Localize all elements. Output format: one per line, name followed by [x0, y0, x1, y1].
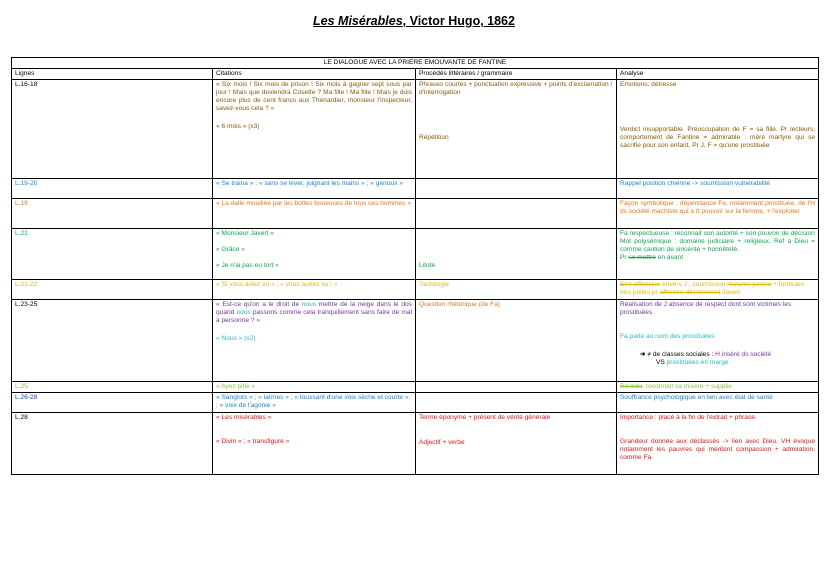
analyse-fragment: ≠ de classes sociales : [647, 351, 716, 358]
citation-cell [213, 300, 416, 382]
analyse-text [620, 359, 815, 367]
analyse-fragment: Javert [720, 289, 741, 296]
line-cell: L.21 [12, 229, 213, 280]
procede-cell [416, 393, 617, 413]
citation-text: « 6 mois » (x3) [216, 123, 260, 130]
citation-cell [213, 229, 416, 280]
analyse-cell [617, 300, 819, 382]
citation-text: « Nous » (x2) [216, 335, 256, 342]
line-cell: L.28 [12, 413, 213, 475]
procede-text: Adjectif + verbe [419, 439, 465, 446]
line-cell: L.16-18 [12, 80, 213, 179]
arrow-right-icon: ➔ [640, 351, 646, 358]
table-row [12, 413, 819, 475]
analyse-cell: Rappel position chienne -> soumission vulnérabilité [617, 179, 819, 199]
header-procedes: Procédés littéraires / grammaire [416, 69, 617, 80]
table-row [12, 179, 819, 199]
table-row [12, 229, 819, 280]
header-analyse: Analyse [617, 69, 819, 80]
analyse-cell [617, 413, 819, 475]
citation-cell: « Se traina » ; « sans se lever, joignant les mains » ; « genoux » [213, 179, 416, 199]
analyse-fragment: VS [656, 359, 667, 366]
table-row [12, 393, 819, 413]
analyse-fragment: , reconnait sa misère + supplie [642, 383, 732, 390]
citation-text [216, 301, 412, 325]
analyse-cell: Souffrance psychologique en lien avec état de santé [617, 393, 819, 413]
analyse-cell [617, 80, 819, 179]
page-title [0, 14, 828, 28]
line-cell: L.25 [12, 382, 213, 393]
procede-cell [416, 382, 617, 393]
analyse-cell: Façon symbolique : dépendance Fe, notamment prostituée, de l'H ds société machiste qui a tt pouvoir sur la femme, + l'exploiter [617, 199, 819, 229]
analyse-fragment-struck: réclame justice [727, 281, 772, 288]
analyse-fragment-struck: Révolte [620, 383, 643, 390]
citation-text: « Je n'ai pas eu tort » [216, 262, 279, 269]
analyse-cell [617, 280, 819, 300]
citation-cell [213, 413, 416, 475]
line-cell: L.19 [12, 199, 213, 229]
procede-text: Terme éponyme + présent de vérité générale [419, 414, 551, 421]
line-cell: L.26-28 [12, 393, 213, 413]
citation-fragment-highlight: nous [236, 309, 251, 316]
analyse-fragment: Pr [620, 254, 629, 261]
analyse-text [620, 254, 815, 262]
table-caption-row [12, 58, 819, 69]
citation-text: « Six mois ! Six mois de prison ! Six mois à gagner sept sous par jour ! Mais que deviendra Cosette ? Ma fille ! Ma fille ! Mais je dois encore plus de cent francs aux Thénardier, monsieur l'inspecteur, savez-vous cela ? » [216, 81, 412, 112]
analysis-table [11, 57, 819, 475]
header-lignes: Lignes [12, 69, 213, 80]
table-row [12, 300, 819, 382]
line-cell: L.21-22 [12, 280, 213, 300]
analyse-fragment: prostituées en marge [666, 359, 729, 366]
line-cell: L.23-25 [12, 300, 213, 382]
analyse-cell [617, 229, 819, 280]
analyse-fragment: + formules très polies pr [620, 281, 805, 296]
procede-cell [416, 229, 617, 280]
line-cell: L.19-20 [12, 179, 213, 199]
analyse-text [620, 351, 815, 359]
procede-cell [416, 199, 617, 229]
citation-cell [213, 80, 416, 179]
analyse-fragment-struck: affronter directement [659, 289, 721, 296]
procede-cell: Question rhétorique (de Fa) [416, 300, 617, 382]
citation-text: « Grâce » [216, 246, 245, 253]
citation-cell: « Sanglots » ; « larmes » ; « toussant d'une voix sèche et courte » ; « voix de l'agonie » [213, 393, 416, 413]
analyse-fragment: en avant [655, 254, 684, 261]
table-caption: LE DIALOGUE AVEC LA PRIERE EMOUVANTE DE FANTINE [12, 58, 819, 69]
analyse-fragment: H inséré ds société [715, 351, 772, 358]
analyse-fragment-struck: se mettre [628, 254, 656, 261]
procede-cell [416, 413, 617, 475]
analyse-fragment: envers J ; soumission [660, 281, 728, 288]
citation-text: « Divin » ; « transfigure » [216, 438, 290, 445]
procede-text: Litote [419, 262, 436, 269]
table-row [12, 80, 819, 179]
citation-fragment: mettre de la neige dans le dos quand [216, 301, 412, 316]
header-citations: Citations [213, 69, 416, 80]
procede-text: Phrases courtes + ponctuation expressive + points d'exclamation / d'interrogation [419, 81, 613, 96]
citation-cell: « Ayez pitié » [213, 382, 416, 393]
analyse-text: Grandeur donnée aux déclassés -> lien avec Dieu. VH évoque notamment les pauvres qui méritent compassion + admiration, comme Fa. [620, 438, 816, 461]
citation-text: « Les misérables » [216, 414, 272, 421]
analyse-text: Fa parle au nom des prostituées [620, 333, 715, 340]
analyse-cell [617, 382, 819, 393]
citation-cell: « Si vous aviez vu » ; « vous auriez vu ! » [213, 280, 416, 300]
book-title: Les Misérables [313, 14, 403, 28]
procede-cell: Tautologie [416, 280, 617, 300]
table-row [12, 199, 819, 229]
author-year: , Victor Hugo, 1862 [402, 14, 515, 28]
procede-cell [416, 179, 617, 199]
citation-fragment-highlight: nous [301, 301, 317, 308]
analyse-text: Importance : placé à la fin de l'extrait + phrase. [620, 414, 757, 421]
analyse-fragment-struck: Etre offensive [620, 281, 661, 288]
analyse-text: Emotions, détresse [620, 81, 677, 88]
analyse-text: Réalisation de J absence de respect dont sont victimes les prostituées [620, 301, 792, 316]
procede-cell [416, 80, 617, 179]
analyse-text: Mot polysémique : domaine judiciaire + religieux. Ref à Dieu = comme caution de sincérité + honnêteté. [620, 238, 816, 253]
table-row [12, 280, 819, 300]
citation-fragment: « Est-ce qu'on a le droit de [216, 301, 302, 308]
analyse-text: Fa respectueuse : reconnait son autorité + son pouvoir de décision [620, 230, 815, 237]
citation-fragment: passons comme cela tranquillement sans faire de mal à personne ? » [216, 309, 413, 324]
procede-text: Répétition [419, 134, 449, 141]
table-row [12, 382, 819, 393]
citation-text: « Monsieur Javert » [216, 230, 274, 237]
table-header-row [12, 69, 819, 80]
analyse-text: Verdict insupportable. Préoccupation de F = sa fille. Pr lecteurs, comportement de Fantine = admirable : mère martyre qui se sacrifie pour son enfant. Pr J, F = qu'une prostituée [620, 126, 816, 149]
citation-cell: « La dalle mouillée par les bottes boueuses de tous ces hommes » [213, 199, 416, 229]
